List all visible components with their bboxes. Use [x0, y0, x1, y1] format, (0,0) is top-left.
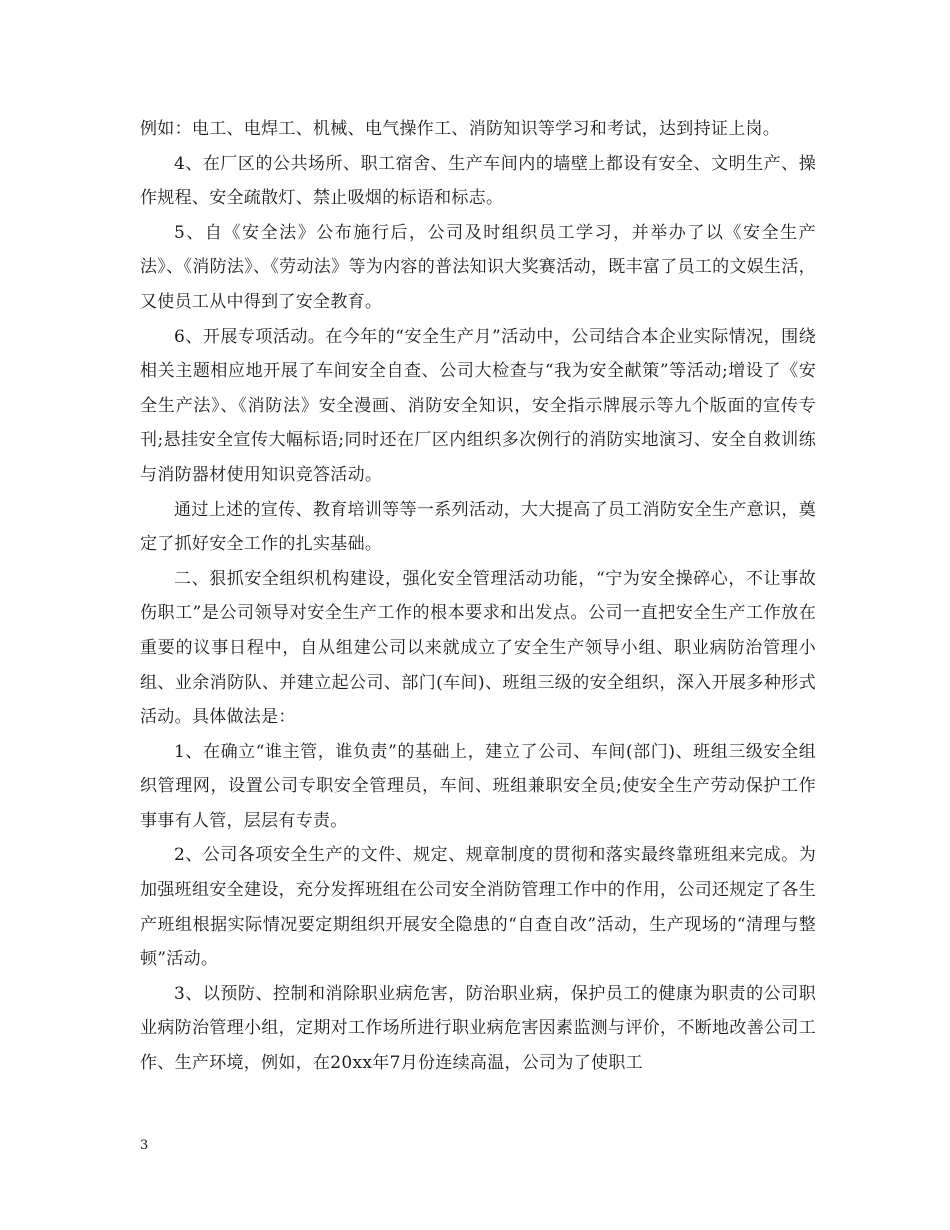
paragraph-sub-item-2: 2、公司各项安全生产的文件、规定、规章制度的贯彻和落实最终靠班组来完成。为加强班组安全建设，充分发挥班组在公司安全消防管理工作中的作用，公司还规定了各生产班组根据实际情况要定期组织开展安全隐患的“自查自改”活动，生产现场的“清理与整顿”活动。 [140, 845, 816, 970]
paragraph-sub-item-3: 3、以预防、控制和消除职业病危害，防治职业病，保护员工的健康为职责的公司职业病防治管理小组，定期对工作场所进行职业病危害因素监测与评价，不断地改善公司工作、生产环境，例如，在20xx年7月份连续高温，公司为了使职工 [140, 983, 816, 1074]
paragraph-item-6: 6、开展专项活动。在今年的“安全生产月”活动中，公司结合本企业实际情况，围绕相关主题相应地开展了车间安全自查、公司大检查与“我为安全献策”等活动;增设了《安全生产法》、《消防法》安全漫画、消防安全知识，安全指示牌展示等九个版面的宣传专刊;悬挂安全宣传大幅标语;同时还在厂区内组织多次例行的消防实地演习、安全自救训练与消防器材使用知识竞答活动。 [140, 326, 816, 485]
paragraph-sub-item-1: 1、在确立“谁主管，谁负责”的基础上，建立了公司、车间(部门)、班组三级安全组织管理网，设置公司专职安全管理员，车间、班组兼职安全员;使安全生产劳动保护工作事事有人管，层层有专责。 [140, 741, 816, 831]
paragraph-section-two: 二、狠抓安全组织机构建设，强化安全管理活动功能，“宁为安全操碎心，不让事故伤职工”是公司领导对安全生产工作的根本要求和出发点。公司一直把安全生产工作放在重要的议事日程中，自从组建公司以来就成立了安全生产领导小组、职业病防治管理小组、业余消防队、并建立起公司、部门(车间)、班组三级的安全组织，深入开展多种形式活动。具体做法是： [140, 568, 816, 728]
paragraph-item-4: 4、在厂区的公共场所、职工宿舍、生产车间内的墙壁上都设有安全、文明生产、操作规程、安全疏散灯、禁止吸烟的标语和标志。 [140, 153, 816, 209]
paragraph-summary: 通过上述的宣传、教育培训等等一系列活动，大大提高了员工消防安全生产意识，奠定了抓好安全工作的扎实基础。 [140, 499, 816, 555]
document-body [140, 112, 816, 1081]
paragraph-continued: 例如：电工、电焊工、机械、电气操作工、消防知识等学习和考试，达到持证上岗。 [140, 119, 781, 139]
page-number: 3 [140, 1138, 149, 1153]
paragraph-item-5: 5、自《安全法》公布施行后，公司及时组织员工学习，并举办了以《安全生产法》、《消防法》、《劳动法》等为内容的普法知识大奖赛活动，既丰富了员工的文娱生活，又使员工从中得到了安全教育。 [140, 222, 816, 312]
